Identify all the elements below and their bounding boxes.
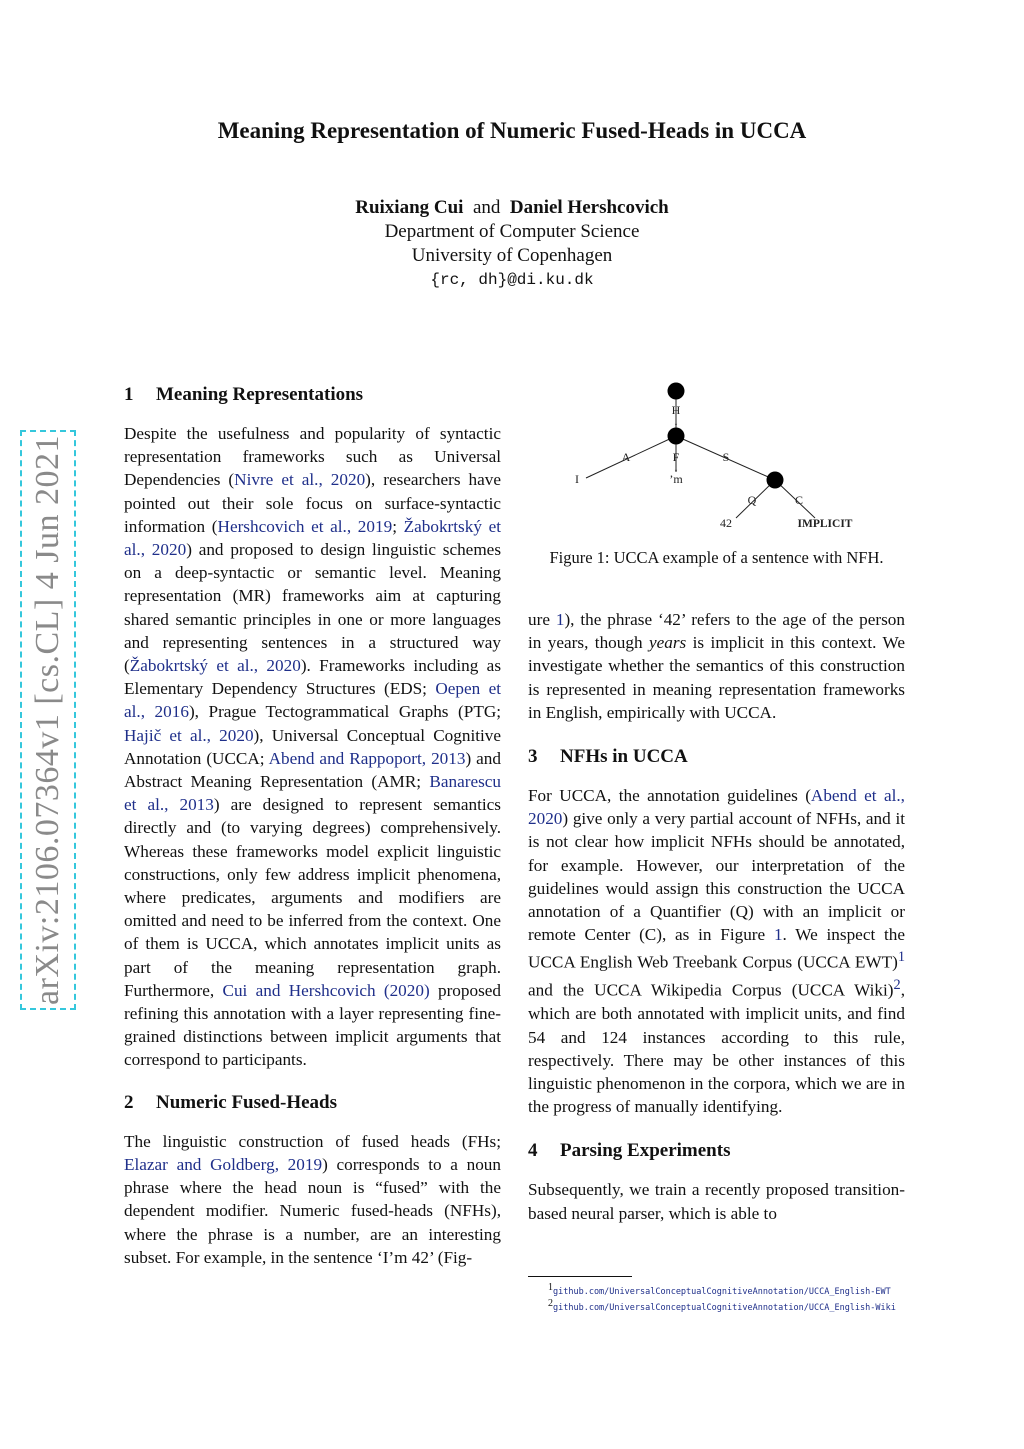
svg-text:↓: ↓: [673, 463, 679, 473]
svg-text:↓: ↓: [673, 417, 679, 427]
section-2-body: The linguistic construction of fused heads (FHs; Elazar and Goldberg, 2019) corresponds to a noun phrase where the head noun is “fused” with the dependent modifier. Numeric fused-heads (NFHs), where the phrase is a number, are an interesting subset. For example, in the sentence ‘I’m 42’ (Fig-: [124, 1131, 501, 1267]
node-state: [767, 472, 784, 489]
citation[interactable]: Hajič et al., 2020: [124, 725, 254, 745]
footnote-2: $^2$github.com/UniversalConceptualCognitiveAnnotation/UCCA_English-Wiki: [548, 1298, 896, 1313]
left-column: [124, 383, 501, 1269]
footnote-ref-2[interactable]: 2: [893, 977, 901, 994]
arxiv-id[interactable]: arXiv:2106.07364v1 [cs.CL] 4 Jun 2021: [29, 434, 66, 1006]
terminal-42: 42: [720, 516, 732, 530]
edge-a: [586, 436, 676, 478]
label-c: C: [794, 493, 804, 507]
section-heading-1: 1 Meaning Representations: [124, 384, 364, 405]
label-q: Q: [747, 493, 757, 507]
node-scene: [668, 428, 685, 445]
figure-ref[interactable]: 1: [773, 925, 783, 945]
citation[interactable]: Elazar and Goldberg, 2019: [124, 1154, 323, 1174]
footnote-ref-1[interactable]: 1: [897, 949, 905, 966]
section-4-body: Subsequently, we train a recently proposed transition-based neural parser, which is able to: [528, 1180, 905, 1223]
section-heading-2: 2 Numeric Fused-Heads: [124, 1091, 338, 1113]
label-h: H: [671, 403, 681, 417]
footnote-rule: [528, 1276, 632, 1277]
section-2-continued: ure 1), the phrase ‘42’ refers to the age of the person in years, though years is implicit in this context. We investigate whether the semantics of this construction is represented in meaning representation frameworks in English, empirically with UCCA.: [528, 610, 905, 722]
footnote-2-link[interactable]: github.com/UniversalConceptualCognitiveAnnotation/UCCA_English-Wiki: [553, 1302, 896, 1313]
section-3-body: For UCCA, the annotation guidelines (Abend et al., 2020) give only a very partial account of NFHs, and it is not clear how implicit NFHs should be annotated, for example. However, our interpretation of the guidelines would assign this construction the UCCA annotation of a Quantifier (Q) with an implicit or remote Center (C), as in Figure 1. We inspect the UCCA English Web Treebank Corpus (UCCA EWT)$^1$ and the UCCA Wikipedia Corpus (UCCA Wiki)$^2$, which are both annotated with implicit units, and find 54 and 124 instances according to this rule, respectively. There may be other instances of this linguistic phenomenon in the corpora, which we are in the progress of manually identifying.: [528, 786, 905, 1117]
citation[interactable]: Nivre et al., 2020: [234, 470, 366, 490]
label-f: F: [672, 450, 680, 464]
citation[interactable]: Žabokrtský et al., 2020: [124, 516, 501, 560]
affiliation-dept: Department of Computer Science: [384, 221, 640, 242]
author-email: {rc, dh}@di.ku.dk: [430, 271, 594, 289]
citation[interactable]: Cui and Hershcovich (2020): [222, 980, 430, 1000]
right-column: [528, 608, 905, 1225]
citation[interactable]: Abend et al., 2020: [528, 786, 905, 829]
footnote-1: $^1$github.com/UniversalConceptualCognitiveAnnotation/UCCA_English-EWT: [548, 1282, 891, 1297]
footnote-1-link[interactable]: github.com/UniversalConceptualCognitiveAnnotation/UCCA_English-EWT: [553, 1286, 891, 1297]
citation[interactable]: Hershcovich et al., 2019: [217, 516, 393, 536]
citation[interactable]: Oepen et al., 2016: [124, 679, 501, 722]
node-root: [668, 383, 685, 400]
figure-caption: Figure 1: UCCA example of a sentence with NFH.: [549, 548, 884, 567]
terminal-implicit: IMPLICIT: [797, 518, 853, 530]
author-2: Daniel Hershcovich: [509, 197, 669, 218]
label-s: S: [722, 450, 730, 464]
section-1-body: Despite the usefulness and popularity of syntactic representation frameworks such as Universal Dependencies (Nivre et al., 2020), researchers have pointed out their sole focus on surface-syntactic information (Hershcovich et al., 2019; Žabokrtský et al., 2020) and proposed to design linguistic schemes on a deep-syntactic or semantic level. Meaning representation (MR) frameworks aim at capturing shared semantic principles in one or more languages and representing sentences in a structured way (Žabokrtský et al., 2020). Frameworks including as Elementary Dependency Structures (EDS; Oepen et al., 2016), Prague Tectogrammatical Graphs (PTG; Hajič et al., 2020), Universal Conceptual Cognitive Annotation (UCCA; Abend and Rappoport, 2013) and Abstract Meaning Representation (AMR; Banarescu et al., 2013) are designed to represent semantics directly and (to varying degrees) comprehensively. Whereas these frameworks model explicit linguistic constructions, only few address implicit phenomena, where predicates, arguments and modifiers are omitted and need to be inferred from the context. One of them is UCCA, which annotates implicit units as part of the meaning representation graph. Furthermore, Cui and Hershcovich (2020) proposed refining this annotation with a layer representing fine-grained distinctions between implicit arguments that correspond to participants.: [124, 424, 502, 1070]
terminal-m: ’m: [669, 472, 683, 486]
terminal-i: I: [575, 472, 579, 486]
arxiv-stamp: [20, 430, 76, 1010]
paper-title: Meaning Representation of Numeric Fused-Heads in UCCA: [217, 118, 807, 143]
citation[interactable]: Abend and Rappoport, 2013: [268, 748, 466, 768]
author-and: and: [472, 197, 501, 218]
citation[interactable]: Banarescu et al., 2013: [124, 772, 501, 815]
author-1: Ruixiang Cui: [355, 197, 464, 218]
section-heading-3: 3 NFHs in UCCA: [528, 746, 688, 768]
section-heading-4: 4 Parsing Experiments: [528, 1140, 731, 1162]
figure-ref[interactable]: 1: [555, 610, 565, 629]
citation[interactable]: Žabokrtský et al., 2020: [129, 656, 301, 676]
author-block: [0, 196, 1024, 292]
affiliation-univ: University of Copenhagen: [411, 245, 613, 266]
label-a: A: [621, 450, 631, 464]
